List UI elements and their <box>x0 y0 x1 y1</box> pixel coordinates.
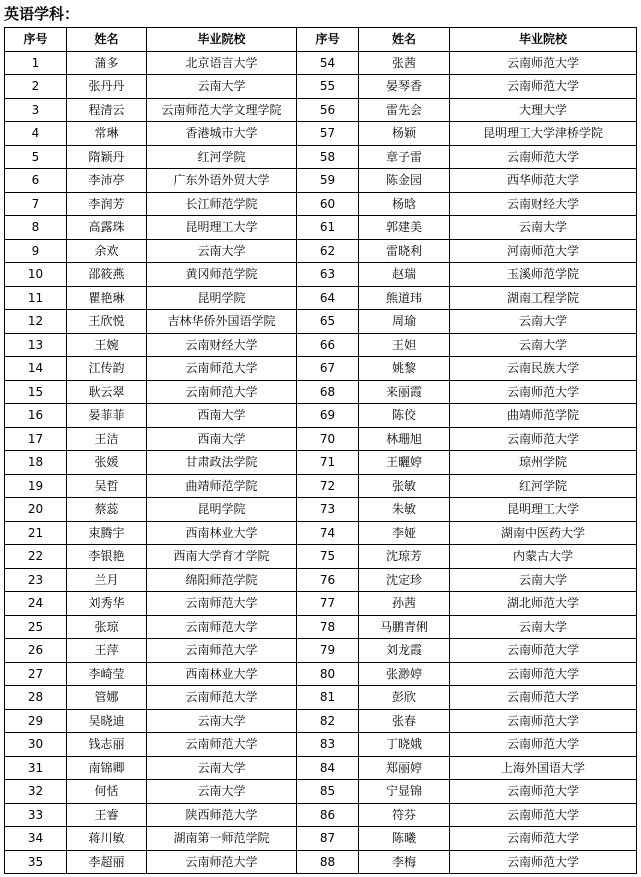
cell-number: 67 <box>297 357 359 381</box>
cell-number: 69 <box>297 404 359 428</box>
cell-name: 李崎莹 <box>67 662 147 686</box>
cell-school: 玉溪师范学院 <box>450 263 637 287</box>
header-name: 姓名 <box>67 28 147 52</box>
cell-name: 吴晓迪 <box>67 709 147 733</box>
cell-school: 云南师范大学 <box>450 686 637 710</box>
table-row <box>5 756 637 780</box>
table-row <box>5 592 637 616</box>
cell-name: 张丹丹 <box>67 75 147 99</box>
cell-number: 28 <box>5 686 67 710</box>
cell-number: 87 <box>297 827 359 851</box>
cell-name: 符芬 <box>359 803 450 827</box>
cell-name: 王萍 <box>67 639 147 663</box>
cell-name: 管娜 <box>67 686 147 710</box>
table-row <box>5 733 637 757</box>
cell-number: 34 <box>5 827 67 851</box>
cell-name: 李润芳 <box>67 192 147 216</box>
cell-name: 吴哲 <box>67 474 147 498</box>
cell-name: 兰月 <box>67 568 147 592</box>
cell-number: 4 <box>5 122 67 146</box>
cell-number: 84 <box>297 756 359 780</box>
cell-number: 83 <box>297 733 359 757</box>
cell-school: 云南师范大学 <box>147 639 297 663</box>
cell-number: 7 <box>5 192 67 216</box>
cell-school: 河南师范大学 <box>450 239 637 263</box>
cell-school: 上海外国语大学 <box>450 756 637 780</box>
cell-school: 西华师范大学 <box>450 169 637 193</box>
table-row <box>5 192 637 216</box>
cell-number: 72 <box>297 474 359 498</box>
cell-name: 周瑜 <box>359 310 450 334</box>
cell-number: 2 <box>5 75 67 99</box>
cell-number: 22 <box>5 545 67 569</box>
cell-name: 邵筱燕 <box>67 263 147 287</box>
cell-number: 58 <box>297 145 359 169</box>
cell-number: 26 <box>5 639 67 663</box>
cell-school: 湖北师范大学 <box>450 592 637 616</box>
cell-number: 3 <box>5 98 67 122</box>
table-row <box>5 122 637 146</box>
cell-school: 云南财经大学 <box>147 333 297 357</box>
cell-number: 66 <box>297 333 359 357</box>
cell-number: 85 <box>297 780 359 804</box>
cell-school: 云南师范大学 <box>147 733 297 757</box>
table-header-row <box>5 28 637 52</box>
cell-number: 70 <box>297 427 359 451</box>
table-row <box>5 239 637 263</box>
cell-school: 长江师范学院 <box>147 192 297 216</box>
table-row <box>5 780 637 804</box>
cell-school: 云南师范大学 <box>450 850 637 874</box>
cell-school: 云南师范大学 <box>450 662 637 686</box>
table-row <box>5 427 637 451</box>
cell-school: 云南师范大学 <box>450 639 637 663</box>
cell-name: 马鹏青俐 <box>359 615 450 639</box>
cell-school: 琼州学院 <box>450 451 637 475</box>
table-row <box>5 357 637 381</box>
cell-number: 63 <box>297 263 359 287</box>
cell-name: 李沛亭 <box>67 169 147 193</box>
cell-name: 宁显锦 <box>359 780 450 804</box>
table-row <box>5 568 637 592</box>
cell-school: 香港城市大学 <box>147 122 297 146</box>
cell-school: 红河学院 <box>450 474 637 498</box>
table-row <box>5 75 637 99</box>
cell-name: 张茜 <box>359 51 450 75</box>
cell-number: 12 <box>5 310 67 334</box>
cell-school: 云南大学 <box>450 216 637 240</box>
table-row <box>5 98 637 122</box>
cell-number: 79 <box>297 639 359 663</box>
cell-name: 张渺婷 <box>359 662 450 686</box>
cell-name: 束腾宇 <box>67 521 147 545</box>
cell-name: 彭欣 <box>359 686 450 710</box>
cell-name: 瞿艳琳 <box>67 286 147 310</box>
cell-school: 湖南中医药大学 <box>450 521 637 545</box>
cell-number: 8 <box>5 216 67 240</box>
cell-number: 10 <box>5 263 67 287</box>
table-row <box>5 51 637 75</box>
header-school: 毕业院校 <box>147 28 297 52</box>
cell-number: 35 <box>5 850 67 874</box>
cell-number: 6 <box>5 169 67 193</box>
cell-name: 张敏 <box>359 474 450 498</box>
cell-number: 32 <box>5 780 67 804</box>
section-title: 英语学科： <box>4 5 80 23</box>
table-row <box>5 404 637 428</box>
cell-name: 孙茜 <box>359 592 450 616</box>
cell-school: 云南师范大学 <box>450 145 637 169</box>
cell-name: 王妲 <box>359 333 450 357</box>
cell-number: 27 <box>5 662 67 686</box>
cell-number: 21 <box>5 521 67 545</box>
cell-school: 云南师范大学 <box>147 686 297 710</box>
cell-name: 李娅 <box>359 521 450 545</box>
cell-school: 昆明学院 <box>147 286 297 310</box>
cell-name: 江传韵 <box>67 357 147 381</box>
cell-name: 杨晗 <box>359 192 450 216</box>
cell-school: 云南师范大学 <box>450 827 637 851</box>
cell-number: 61 <box>297 216 359 240</box>
cell-school: 湖南工程学院 <box>450 286 637 310</box>
table-row <box>5 709 637 733</box>
table-row <box>5 333 637 357</box>
cell-name: 李银艳 <box>67 545 147 569</box>
cell-school: 云南师范大学 <box>450 427 637 451</box>
cell-number: 15 <box>5 380 67 404</box>
cell-name: 张媛 <box>67 451 147 475</box>
cell-name: 张琼 <box>67 615 147 639</box>
cell-school: 西南大学 <box>147 427 297 451</box>
cell-school: 黄冈师范学院 <box>147 263 297 287</box>
header-school: 毕业院校 <box>450 28 637 52</box>
cell-school: 昆明学院 <box>147 498 297 522</box>
cell-number: 33 <box>5 803 67 827</box>
cell-name: 蒋川敏 <box>67 827 147 851</box>
cell-number: 20 <box>5 498 67 522</box>
cell-school: 云南师范大学 <box>147 357 297 381</box>
cell-name: 刘龙霞 <box>359 639 450 663</box>
cell-school: 曲靖师范学院 <box>147 474 297 498</box>
cell-number: 31 <box>5 756 67 780</box>
cell-school: 湖南第一师范学院 <box>147 827 297 851</box>
cell-school: 内蒙古大学 <box>450 545 637 569</box>
cell-school: 云南师范大学 <box>450 75 637 99</box>
cell-name: 隋颖丹 <box>67 145 147 169</box>
cell-name: 王曬婷 <box>359 451 450 475</box>
table-row <box>5 686 637 710</box>
cell-name: 章子雷 <box>359 145 450 169</box>
cell-name: 赵瑞 <box>359 263 450 287</box>
cell-school: 西南林业大学 <box>147 662 297 686</box>
cell-school: 云南大学 <box>147 75 297 99</box>
cell-name: 耿云翠 <box>67 380 147 404</box>
cell-number: 62 <box>297 239 359 263</box>
cell-name: 蒲多 <box>67 51 147 75</box>
cell-school: 北京语言大学 <box>147 51 297 75</box>
cell-school: 云南师范大学 <box>450 733 637 757</box>
cell-name: 沈定珍 <box>359 568 450 592</box>
cell-name: 姚黎 <box>359 357 450 381</box>
cell-number: 18 <box>5 451 67 475</box>
cell-name: 张春 <box>359 709 450 733</box>
cell-name: 高露珠 <box>67 216 147 240</box>
cell-school: 云南师范大学 <box>147 592 297 616</box>
cell-school: 云南师范大学 <box>450 780 637 804</box>
cell-school: 红河学院 <box>147 145 297 169</box>
table-row <box>5 451 637 475</box>
cell-number: 19 <box>5 474 67 498</box>
cell-name: 何恬 <box>67 780 147 804</box>
table-row <box>5 145 637 169</box>
cell-name: 陈曦 <box>359 827 450 851</box>
cell-name: 刘秀华 <box>67 592 147 616</box>
cell-number: 78 <box>297 615 359 639</box>
cell-school: 曲靖师范学院 <box>450 404 637 428</box>
cell-school: 云南师范大学文理学院 <box>147 98 297 122</box>
cell-name: 王婉 <box>67 333 147 357</box>
header-number: 序号 <box>5 28 67 52</box>
cell-school: 西南大学育才学院 <box>147 545 297 569</box>
cell-school: 昆明理工大学 <box>147 216 297 240</box>
table-row <box>5 803 637 827</box>
table-row <box>5 827 637 851</box>
cell-number: 86 <box>297 803 359 827</box>
cell-school: 云南民族大学 <box>450 357 637 381</box>
cell-school: 甘肃政法学院 <box>147 451 297 475</box>
table-row <box>5 286 637 310</box>
cell-name: 蔡蕊 <box>67 498 147 522</box>
cell-school: 云南大学 <box>450 568 637 592</box>
cell-name: 王欣悦 <box>67 310 147 334</box>
table-row <box>5 263 637 287</box>
cell-name: 常琳 <box>67 122 147 146</box>
cell-name: 南锦卿 <box>67 756 147 780</box>
cell-number: 17 <box>5 427 67 451</box>
cell-name: 余欢 <box>67 239 147 263</box>
cell-school: 绵阳师范学院 <box>147 568 297 592</box>
cell-number: 9 <box>5 239 67 263</box>
table-row <box>5 310 637 334</box>
cell-number: 29 <box>5 709 67 733</box>
cell-number: 76 <box>297 568 359 592</box>
cell-name: 钱志丽 <box>67 733 147 757</box>
cell-name: 雷晓利 <box>359 239 450 263</box>
cell-name: 雷先会 <box>359 98 450 122</box>
cell-name: 郑丽婷 <box>359 756 450 780</box>
cell-school: 西南大学 <box>147 404 297 428</box>
table-row <box>5 474 637 498</box>
table-row <box>5 639 637 663</box>
cell-name: 郭建美 <box>359 216 450 240</box>
cell-number: 23 <box>5 568 67 592</box>
cell-number: 73 <box>297 498 359 522</box>
cell-school: 西南林业大学 <box>147 521 297 545</box>
cell-school: 云南师范大学 <box>450 380 637 404</box>
cell-school: 云南大学 <box>147 756 297 780</box>
cell-school: 云南大学 <box>450 333 637 357</box>
cell-school: 云南师范大学 <box>450 709 637 733</box>
cell-school: 陕西师范大学 <box>147 803 297 827</box>
cell-number: 65 <box>297 310 359 334</box>
cell-name: 晏菲菲 <box>67 404 147 428</box>
cell-name: 杨颖 <box>359 122 450 146</box>
cell-number: 30 <box>5 733 67 757</box>
cell-school: 昆明理工大学津桥学院 <box>450 122 637 146</box>
cell-school: 云南师范大学 <box>450 803 637 827</box>
cell-name: 晏琴香 <box>359 75 450 99</box>
cell-school: 云南财经大学 <box>450 192 637 216</box>
cell-name: 沈琼芳 <box>359 545 450 569</box>
cell-number: 16 <box>5 404 67 428</box>
table-row <box>5 662 637 686</box>
cell-number: 88 <box>297 850 359 874</box>
cell-school: 大理大学 <box>450 98 637 122</box>
table-row <box>5 380 637 404</box>
cell-number: 1 <box>5 51 67 75</box>
cell-number: 59 <box>297 169 359 193</box>
cell-school: 云南大学 <box>147 709 297 733</box>
table-row <box>5 850 637 874</box>
header-name: 姓名 <box>359 28 450 52</box>
cell-number: 57 <box>297 122 359 146</box>
cell-number: 24 <box>5 592 67 616</box>
cell-number: 82 <box>297 709 359 733</box>
table-row <box>5 498 637 522</box>
cell-number: 25 <box>5 615 67 639</box>
cell-name: 林珊旭 <box>359 427 450 451</box>
cell-number: 64 <box>297 286 359 310</box>
cell-number: 13 <box>5 333 67 357</box>
cell-number: 81 <box>297 686 359 710</box>
cell-number: 75 <box>297 545 359 569</box>
cell-number: 14 <box>5 357 67 381</box>
cell-name: 王睿 <box>67 803 147 827</box>
cell-school: 云南大学 <box>147 780 297 804</box>
cell-number: 74 <box>297 521 359 545</box>
cell-number: 11 <box>5 286 67 310</box>
table-row <box>5 169 637 193</box>
cell-school: 云南大学 <box>450 310 637 334</box>
cell-name: 朱敏 <box>359 498 450 522</box>
cell-school: 吉林华侨外国语学院 <box>147 310 297 334</box>
cell-number: 80 <box>297 662 359 686</box>
cell-number: 54 <box>297 51 359 75</box>
cell-number: 77 <box>297 592 359 616</box>
header-number: 序号 <box>297 28 359 52</box>
cell-school: 云南师范大学 <box>147 615 297 639</box>
cell-school: 昆明理工大学 <box>450 498 637 522</box>
cell-number: 60 <box>297 192 359 216</box>
cell-name: 来丽霞 <box>359 380 450 404</box>
cell-name: 熊道玮 <box>359 286 450 310</box>
cell-number: 55 <box>297 75 359 99</box>
cell-number: 71 <box>297 451 359 475</box>
cell-school: 云南师范大学 <box>450 51 637 75</box>
cell-name: 王洁 <box>67 427 147 451</box>
cell-school: 云南师范大学 <box>147 380 297 404</box>
table-row <box>5 615 637 639</box>
cell-school: 云南师范大学 <box>147 850 297 874</box>
cell-name: 李梅 <box>359 850 450 874</box>
table-row <box>5 521 637 545</box>
table-row <box>5 545 637 569</box>
cell-number: 68 <box>297 380 359 404</box>
cell-name: 程清云 <box>67 98 147 122</box>
cell-number: 5 <box>5 145 67 169</box>
cell-name: 陈金园 <box>359 169 450 193</box>
cell-school: 云南大学 <box>450 615 637 639</box>
cell-number: 56 <box>297 98 359 122</box>
cell-name: 丁晓娥 <box>359 733 450 757</box>
cell-school: 广东外语外贸大学 <box>147 169 297 193</box>
cell-name: 李超丽 <box>67 850 147 874</box>
cell-school: 云南大学 <box>147 239 297 263</box>
teacher-table <box>4 27 637 874</box>
cell-name: 陈佼 <box>359 404 450 428</box>
table-row <box>5 216 637 240</box>
